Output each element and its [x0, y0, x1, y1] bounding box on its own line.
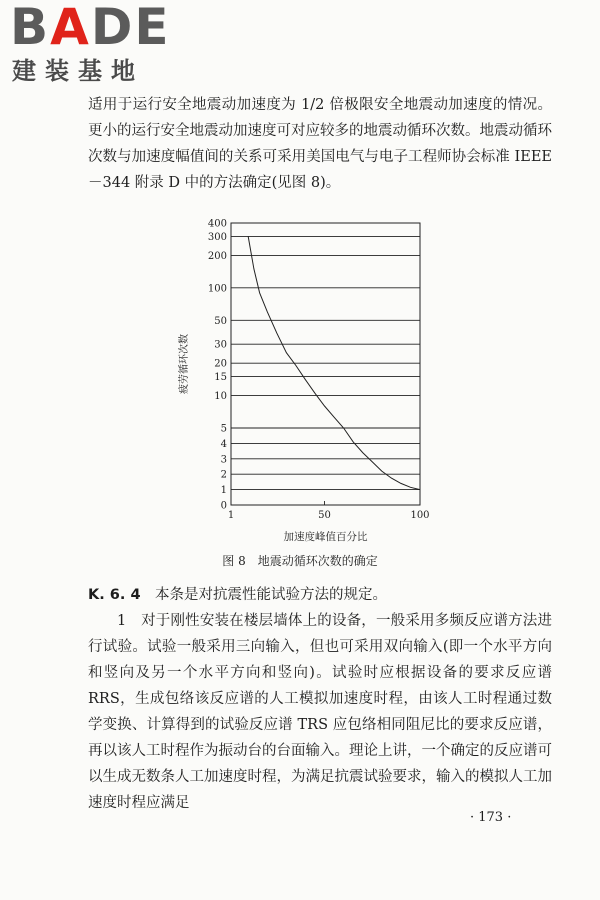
fatigue-cycle-chart: [170, 208, 470, 553]
page-number: · 173 ·: [470, 810, 512, 825]
chart-plot-frame: [231, 223, 420, 505]
chart-y-tick-label: 100: [207, 283, 227, 295]
chart-x-tick-label: 50: [318, 510, 331, 521]
logo-wordmark: [10, 0, 171, 56]
logo-letters: [10, 0, 171, 56]
chart-grid: [231, 223, 420, 505]
section-heading: [88, 582, 552, 608]
chart-y-tick-label: 10: [214, 391, 227, 403]
chart-y-tick-label: 30: [214, 339, 227, 351]
chart-y-tick-label: 300: [207, 231, 227, 243]
chart-y-tick-label: 5: [220, 423, 227, 435]
chart-x-axis-label: 加速度峰值百分比: [283, 531, 368, 543]
chart-y-tick-label: 400: [207, 218, 227, 230]
chart-y-axis-label: 疲劳循环次数: [179, 334, 190, 394]
section-number: K. 6. 4: [88, 587, 141, 603]
chart-ticks: [208, 219, 430, 522]
logo-letter: B: [10, 0, 51, 56]
chart-y-tick-label: 200: [207, 250, 227, 262]
main-paragraph: 1 对于刚性安装在楼层墙体上的设备，一般采用多频反应谱方法进行试验。试验一般采用三向输入，但也可采用双向输入(即一个水平方向和竖向及另一个水平方向和竖向)。试验时应根据设备的要求反应谱 RRS，生成包络该反应谱的人工模拟加速度时程，由该人工时程通过数学变换、计算得到的试验反应谱 TRS 应包络相同阻尼比的要求反应谱，再以该人工时程作为振动台的台面输入。理论上讲，一个确定的反应谱可以生成无数条人工加速度时程，为满足抗震试验要求，输入的模拟人工加速度时程应满足: [88, 613, 552, 811]
chart-y-tick-label: 50: [214, 315, 227, 327]
chart-x-tick-label: 1: [227, 510, 235, 521]
chart-x-tick-label: 100: [410, 510, 430, 521]
section-heading-text: 本条是对抗震性能试验方法的规定。: [155, 587, 388, 603]
chart-y-tick-label: 4: [220, 438, 227, 450]
chart-y-tick-label: 3: [220, 454, 227, 466]
chart-y-tick-label: 2: [220, 469, 227, 481]
logo-letter: D: [90, 0, 135, 56]
logo-subtitle: 建装基地: [12, 57, 144, 85]
chart-y-tick-label: 0: [220, 500, 227, 512]
chart-y-tick-label: 15: [214, 372, 227, 384]
chart-y-tick-label: 20: [214, 358, 227, 370]
brand-logo: [10, 2, 180, 90]
logo-letter: E: [134, 0, 171, 56]
intro-paragraph: 适用于运行安全地震动加速度为 1/2 倍极限安全地震动加速度的情况。更小的运行安全地震动加速度可对应较多的地震动循环次数。地震动循环次数与加速度幅值间的关系可采用美国电气与电子工程师协会标准 IEEE－344 附录 D 中的方法确定(见图 8)。: [88, 97, 552, 191]
figure-caption: 图 8 地震动循环次数的确定: [222, 554, 378, 568]
chart-y-tick-label: 1: [220, 485, 227, 497]
logo-letter: A: [50, 0, 91, 56]
